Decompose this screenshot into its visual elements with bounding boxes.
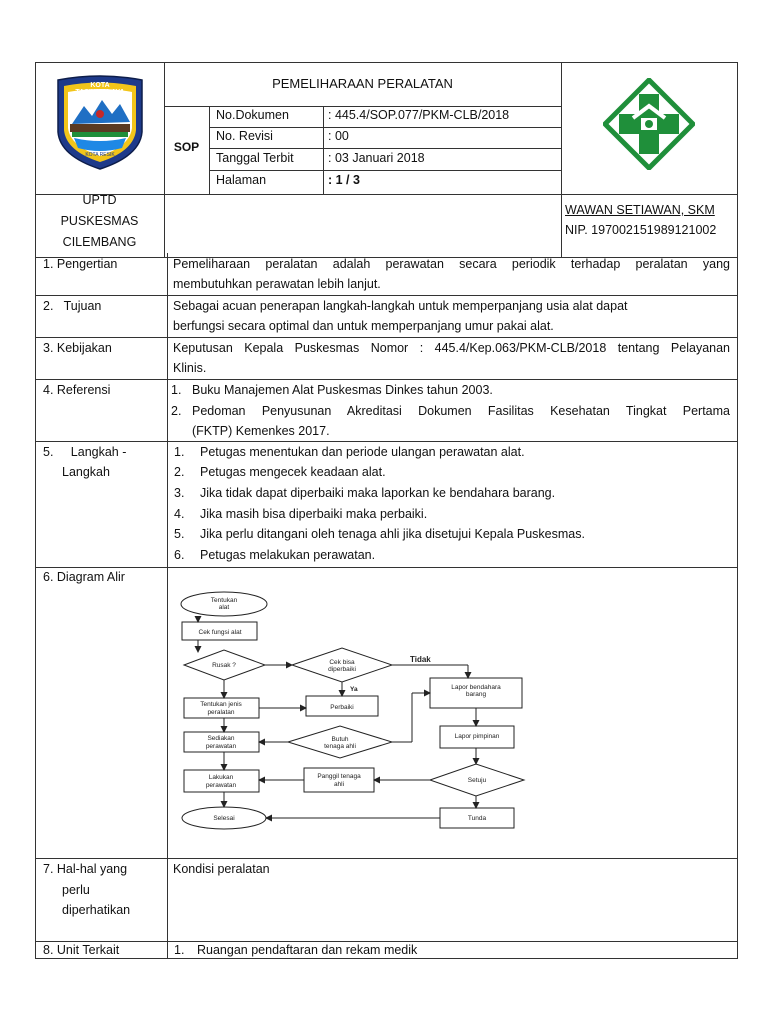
flow-text-tentukan-1: Tentukan bbox=[210, 597, 238, 604]
flow-text-lakukan-1: Lakukan bbox=[208, 774, 234, 781]
flow-text-lapor-bendahara-1: Lapor bendahara bbox=[451, 684, 501, 691]
row-label-langkah-1: 5. Langkah - bbox=[43, 445, 127, 459]
signatory-nip: NIP. 197002151989121002 bbox=[565, 223, 717, 237]
referensi-num-2: 2. bbox=[171, 404, 182, 418]
unit-num-1: 1. bbox=[174, 943, 185, 957]
tujuan-line-1: Sebagai acuan penerapan langkah-langkah untuk memperpanjang usia alat dapat bbox=[173, 299, 628, 313]
row-label-hal-3: diperhatikan bbox=[62, 903, 131, 917]
row-label-referensi: 4. Referensi bbox=[43, 383, 111, 397]
row-label-langkah-2: Langkah bbox=[62, 465, 110, 479]
sop-divider bbox=[209, 106, 210, 194]
flow-text-selesai: Selesai bbox=[213, 815, 235, 822]
langkah-step-6: Petugas melakukan perawatan. bbox=[200, 548, 376, 562]
unit-item-1: Ruangan pendaftaran dan rekam medik bbox=[197, 943, 418, 957]
langkah-num-5: 5. bbox=[174, 527, 185, 541]
flow-text-panggil-2: ahli bbox=[333, 781, 345, 788]
institution-line-1: UPTD bbox=[82, 193, 117, 207]
referensi-item-2-line-1: Pedoman Penyusunan Akreditasi Dokumen Fasilitas Kesehatan Tingkat Pertama bbox=[192, 404, 730, 418]
flow-text-setuju: Setuju bbox=[467, 777, 487, 784]
flow-text-butuh-2: tenaga ahli bbox=[324, 743, 356, 750]
doc-number-label: No.Dokumen bbox=[216, 108, 289, 122]
langkah-num-4: 4. bbox=[174, 507, 185, 521]
doc-number-value: : 445.4/SOP.077/PKM-CLB/2018 bbox=[328, 108, 510, 122]
row-label-hal-2: perlu bbox=[62, 883, 90, 897]
langkah-num-6: 6. bbox=[174, 548, 185, 562]
hal-hal-text: Kondisi peralatan bbox=[173, 862, 270, 876]
langkah-step-1: Petugas menentukan dan periode ulangan perawatan alat. bbox=[200, 445, 525, 459]
row-label-hal-1: 7. Hal-hal yang bbox=[43, 862, 128, 876]
flow-text-rusak: Rusak ? bbox=[212, 662, 236, 669]
issue-date-value: : 03 Januari 2018 bbox=[328, 151, 425, 165]
referensi-item-2-line-2: (FKTP) Kemenkes 2017. bbox=[192, 424, 330, 438]
flow-text-sediakan-1: Sediakan bbox=[207, 735, 235, 742]
institution-line-2: PUSKESMAS bbox=[60, 214, 139, 228]
city-logo-bottom-text: KOTA RESIK bbox=[85, 152, 115, 158]
langkah-num-1: 1. bbox=[174, 445, 185, 459]
flow-label-ya: Ya bbox=[350, 686, 358, 693]
pengertian-line-2: membutuhkan perawatan lebih lanjut. bbox=[173, 277, 381, 291]
flow-text-lapor-bendahara-2: barang bbox=[465, 691, 487, 698]
page-value: : 1 / 3 bbox=[328, 173, 360, 187]
flow-text-tentukan-2: alat bbox=[218, 604, 230, 611]
header-divider-right bbox=[561, 62, 562, 258]
row-label-tujuan: 2. Tujuan bbox=[43, 299, 102, 313]
revision-value: : 00 bbox=[328, 129, 349, 143]
city-logo bbox=[50, 74, 150, 172]
langkah-step-2: Petugas mengecek keadaan alat. bbox=[200, 465, 386, 479]
langkah-num-3: 3. bbox=[174, 486, 185, 500]
row-label-pengertian: 1. Pengertian bbox=[43, 257, 118, 271]
flow-text-sediakan-2: perawatan bbox=[205, 743, 237, 750]
pengertian-line-1: Pemeliharaan peralatan adalah perawatan secara periodik terhadap peralatan yang bbox=[173, 257, 730, 271]
signatory-name: WAWAN SETIAWAN, SKM bbox=[565, 203, 715, 217]
flow-text-tentukan-jenis-1: Tentukan jenis bbox=[200, 701, 242, 708]
revision-label: No. Revisi bbox=[216, 129, 273, 143]
flowchart bbox=[168, 568, 737, 858]
puskesmas-logo bbox=[603, 78, 695, 170]
flow-text-cek-bisa-2: diperbaiki bbox=[328, 666, 356, 673]
document-title: PEMELIHARAAN PERALATAN bbox=[272, 76, 453, 91]
sop-label: SOP bbox=[173, 140, 200, 154]
langkah-step-5: Jika perlu ditangani oleh tenaga ahli jika disetujui Kepala Puskesmas. bbox=[200, 527, 585, 541]
row-label-kebijakan: 3. Kebijakan bbox=[43, 341, 112, 355]
langkah-num-2: 2. bbox=[174, 465, 185, 479]
langkah-step-4: Jika masih bisa diperbaiki maka perbaiki. bbox=[200, 507, 428, 521]
flow-label-tidak: Tidak bbox=[410, 655, 431, 664]
page-label: Halaman bbox=[216, 173, 267, 187]
flow-panggil bbox=[304, 768, 374, 792]
tujuan-line-2: berfungsi secara optimal dan untuk memperpanjang umur pakai alat. bbox=[173, 319, 554, 333]
row-label-diagram: 6. Diagram Alir bbox=[43, 570, 125, 584]
kebijakan-line-2: Klinis. bbox=[173, 361, 207, 375]
city-logo-text: KOTA TASIKMALAYA bbox=[75, 82, 125, 96]
referensi-num-1: 1. bbox=[171, 383, 182, 397]
doc-info-col-divider bbox=[323, 106, 324, 194]
flow-text-lakukan-2: perawatan bbox=[205, 782, 237, 789]
langkah-step-3: Jika tidak dapat diperbaiki maka laporkan ke bendahara barang. bbox=[200, 486, 556, 500]
flow-text-lapor-pimpinan: Lapor pimpinan bbox=[454, 733, 500, 740]
referensi-item-1: Buku Manajemen Alat Puskesmas Dinkes tahun 2003. bbox=[192, 383, 493, 397]
issue-date-label: Tanggal Terbit bbox=[216, 151, 294, 165]
flow-text-cek-fungsi: Cek fungsi alat bbox=[198, 629, 242, 636]
flow-text-cek-bisa-1: Cek bisa bbox=[329, 659, 355, 666]
flow-text-perbaiki: Perbaiki bbox=[330, 704, 354, 711]
institution-line-3: CILEMBANG bbox=[62, 235, 137, 249]
flow-text-panggil-1: Panggil tenaga bbox=[317, 773, 361, 780]
flow-text-tentukan-jenis-2: peralatan bbox=[207, 709, 235, 716]
flow-text-butuh-1: Butuh bbox=[331, 736, 349, 743]
flow-text-tunda: Tunda bbox=[467, 815, 487, 822]
row-label-unit: 8. Unit Terkait bbox=[43, 943, 120, 957]
kebijakan-line-1: Keputusan Kepala Puskesmas Nomor : 445.4/Kep.063/PKM-CLB/2018 tentang Pelayanan bbox=[173, 341, 730, 355]
row-line bbox=[35, 858, 738, 859]
